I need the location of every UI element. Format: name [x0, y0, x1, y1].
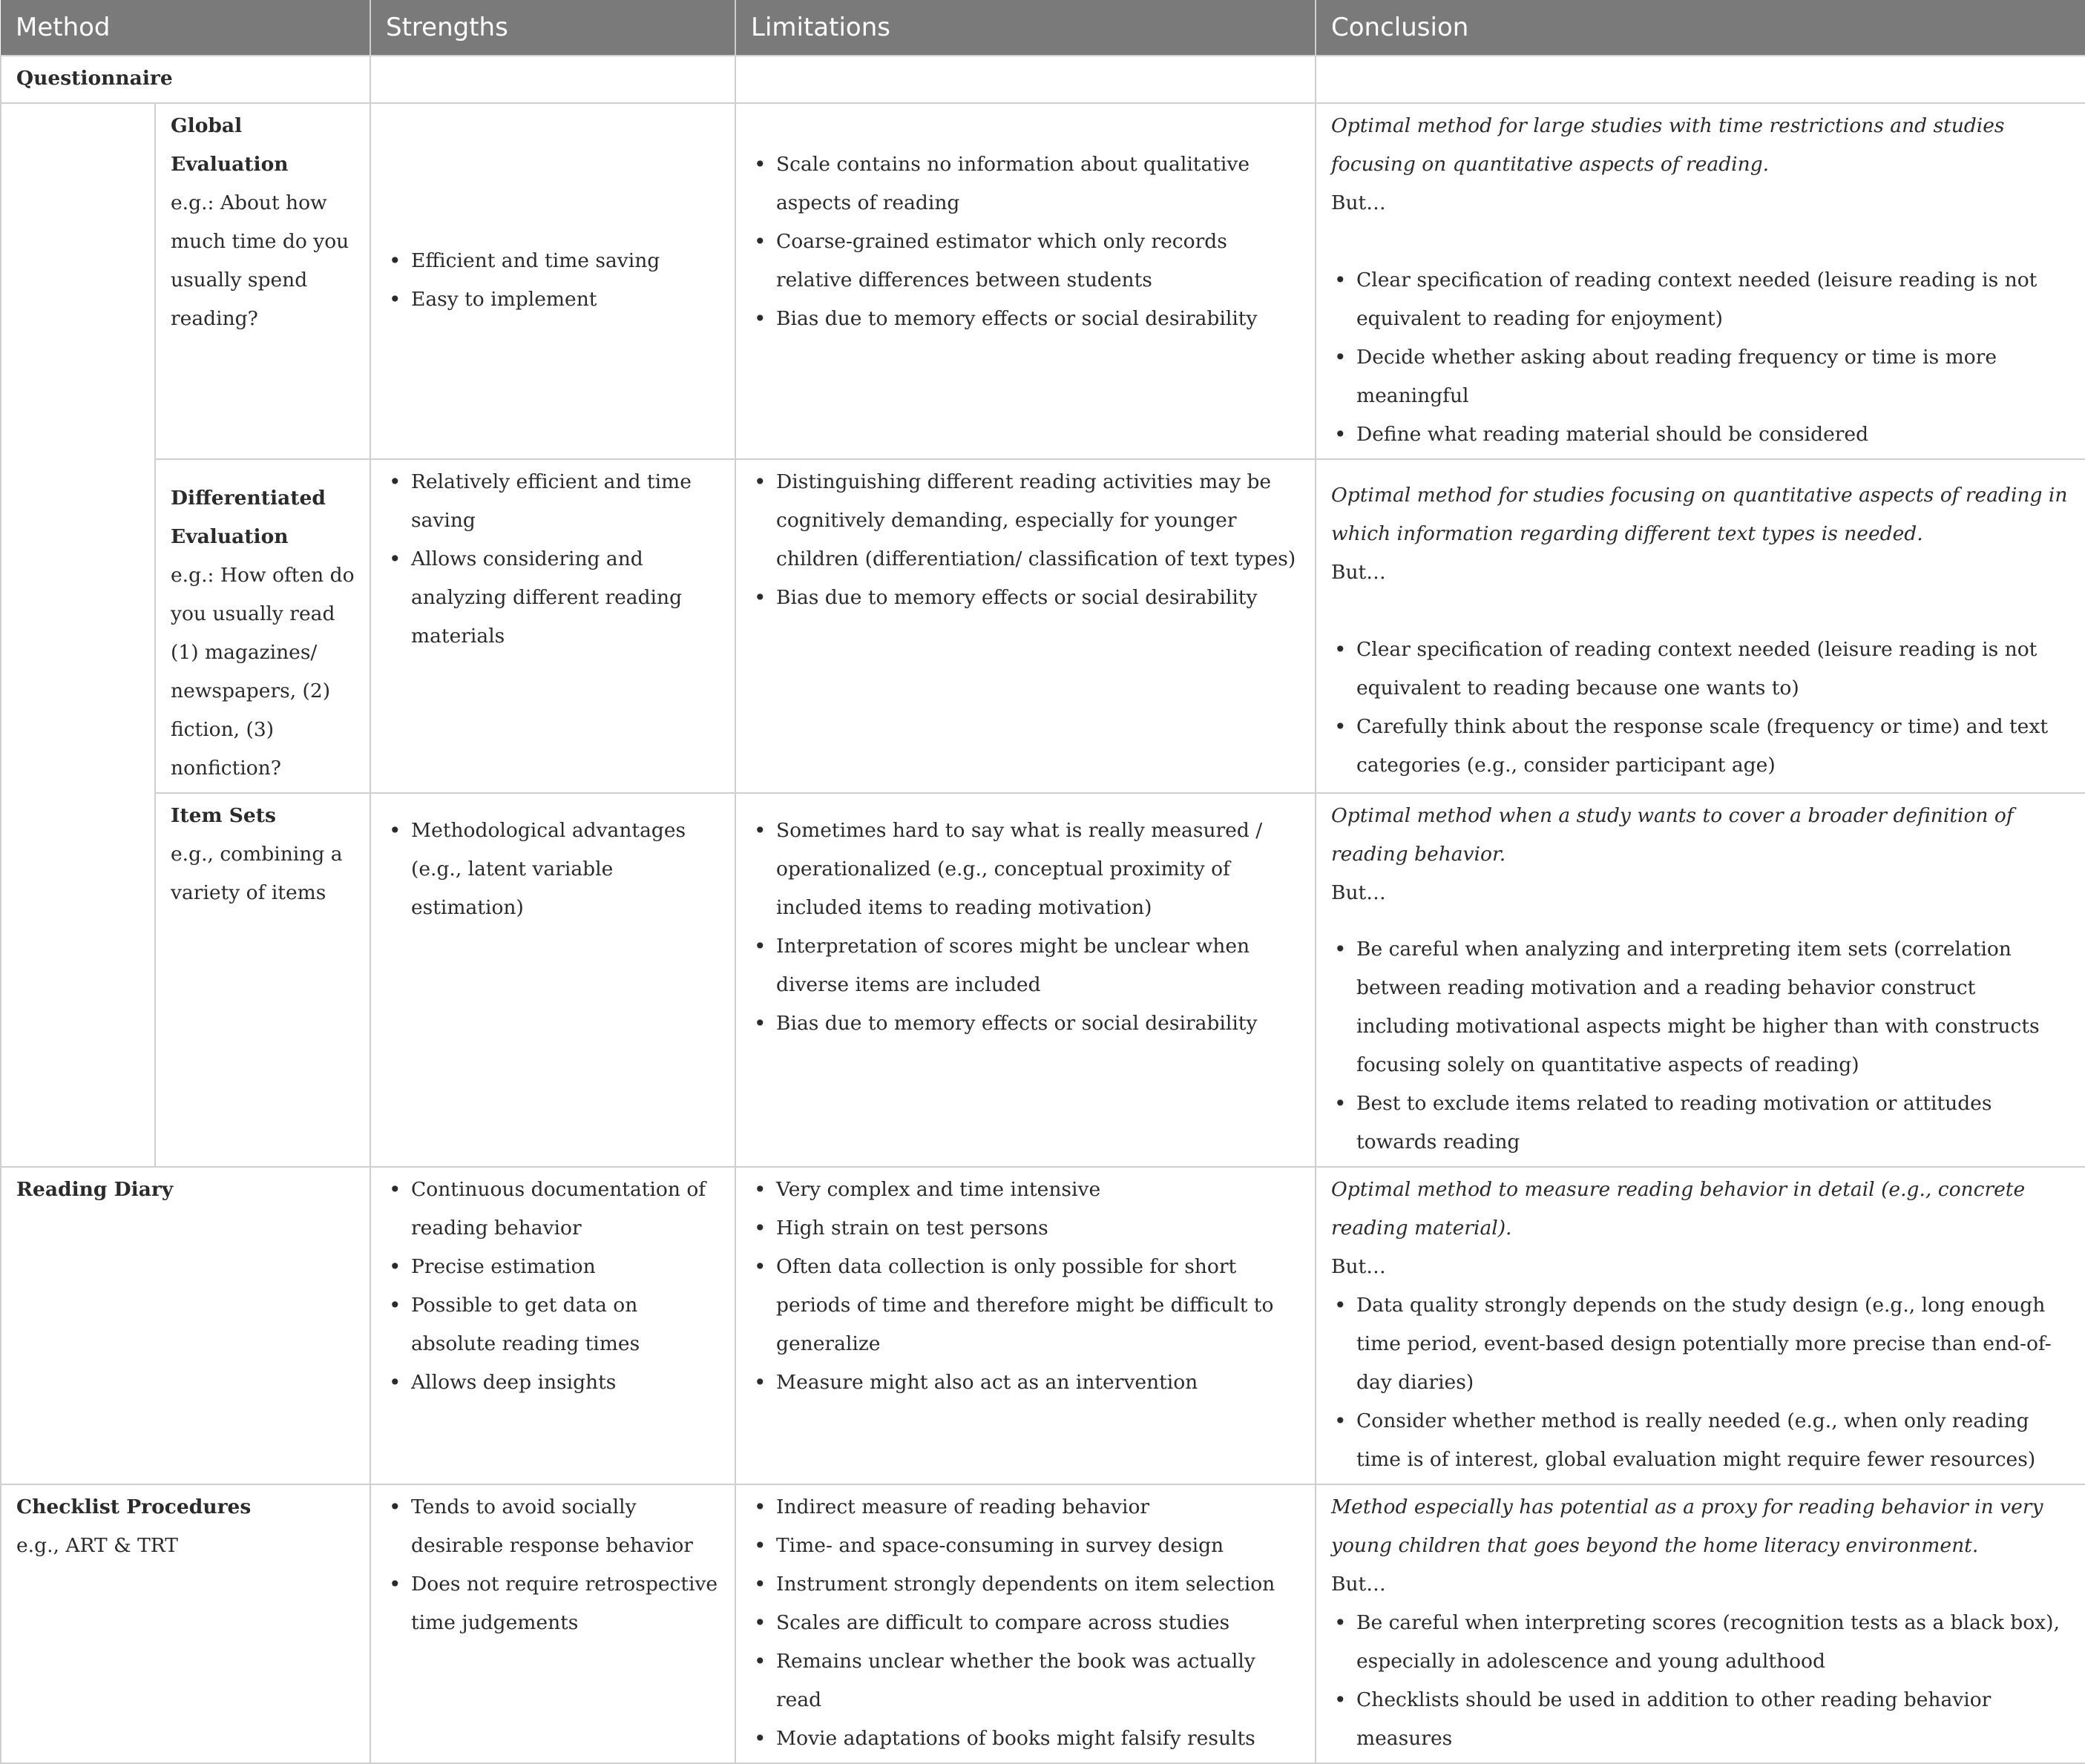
group-label-questionnaire: Questionnaire: [1, 56, 370, 103]
list-item: • Define what reading material should be considered: [1331, 415, 2070, 454]
strengths-list: [386, 242, 720, 319]
list-item: • Carefully think about the response scale (frequency or time) and text categories (e.g., consider participant age): [1331, 708, 2070, 785]
conclusion-list: [1331, 631, 2070, 785]
list-item: • Methodological advantages (e.g., latent variable estimation): [386, 812, 720, 927]
header-conclusion: Conclusion: [1316, 0, 2085, 56]
conclusion-list: [1331, 1604, 2070, 1758]
table-row: [1, 56, 2085, 103]
method-title: Global Evaluation: [171, 114, 289, 176]
method-title: Checklist Procedures: [16, 1495, 252, 1518]
list-item: • High strain on test persons: [751, 1209, 1300, 1248]
list-item: • Bias due to memory effects or social desirability: [751, 579, 1300, 617]
table-row: [1, 459, 2085, 793]
list-item: • Bias due to memory effects or social desirability: [751, 1004, 1300, 1043]
list-item: • Scales are difficult to compare across studies: [751, 1604, 1300, 1642]
list-item: • Time- and space-consuming in survey design: [751, 1527, 1300, 1565]
strengths-cell: [370, 1484, 735, 1763]
conclusion-intro: Optimal method to measure reading behavior in detail (e.g., concrete reading material).: [1331, 1178, 2026, 1240]
conclusion-cell: [1316, 1484, 2085, 1763]
strengths-list: [386, 463, 720, 656]
header-strengths: Strengths: [370, 0, 735, 56]
method-cell: [155, 103, 370, 459]
conclusion-intro: Optimal method when a study wants to cover a broader definition of reading behavior.: [1331, 804, 2014, 866]
questionnaire-indent-cell: [1, 103, 155, 1167]
conclusion-cell: [1316, 793, 2085, 1167]
limitations-list: [751, 145, 1300, 338]
list-item: • Efficient and time saving: [386, 242, 720, 280]
list-item: • Movie adaptations of books might falsify results: [751, 1719, 1300, 1758]
limitations-cell: [735, 103, 1316, 459]
conclusion-list: [1331, 261, 2070, 454]
method-cell: [155, 793, 370, 1167]
conclusion-but: But…: [1331, 1255, 1386, 1278]
conclusion-cell: [1316, 103, 2085, 459]
strengths-list: [386, 1171, 720, 1402]
conclusion-cell: [1316, 1167, 2085, 1484]
list-item: • Scale contains no information about qualitative aspects of reading: [751, 145, 1300, 223]
list-item: • Checklists should be used in addition to other reading behavior measures: [1331, 1681, 2070, 1758]
method-cell: [1, 1167, 370, 1484]
conclusion-list: [1331, 1286, 2070, 1479]
list-item: • Possible to get data on absolute reading times: [386, 1286, 720, 1363]
method-title: Differentiated Evaluation: [171, 487, 326, 548]
table-row: [1, 103, 2085, 459]
list-item: • Easy to implement: [386, 280, 720, 319]
list-item: • Best to exclude items related to reading motivation or attitudes towards reading: [1331, 1085, 2070, 1162]
conclusion-list: [1331, 930, 2070, 1162]
strengths-cell: [370, 103, 735, 459]
method-title: Item Sets: [171, 804, 276, 827]
method-title: Reading Diary: [16, 1178, 174, 1201]
table-row: [1, 1167, 2085, 1484]
list-item: • Coarse-grained estimator which only records relative differences between students: [751, 223, 1300, 300]
limitations-list: [751, 812, 1300, 1043]
strengths-list: [386, 1488, 720, 1642]
conclusion-but: But…: [1331, 881, 1386, 904]
list-item: • Often data collection is only possible for short periods of time and therefore might be difficult to generalize: [751, 1248, 1300, 1363]
table-row: [1, 793, 2085, 1167]
list-item: • Allows deep insights: [386, 1363, 720, 1402]
method-example: e.g., ART & TRT: [16, 1534, 178, 1557]
list-item: • Continuous documentation of reading behavior: [386, 1171, 720, 1248]
conclusion-cell: [1316, 459, 2085, 793]
list-item: • Instrument strongly dependents on item selection: [751, 1565, 1300, 1604]
list-item: • Measure might also act as an intervention: [751, 1363, 1300, 1402]
list-item: • Decide whether asking about reading frequency or time is more meaningful: [1331, 338, 2070, 415]
list-item: • Bias due to memory effects or social desirability: [751, 300, 1300, 338]
list-item: • Does not require retrospective time judgements: [386, 1565, 720, 1642]
list-item: • Sometimes hard to say what is really measured / operationalized (e.g., conceptual proximity of included items to reading motivation): [751, 812, 1300, 927]
limitations-cell: [735, 1484, 1316, 1763]
strengths-cell: [370, 459, 735, 793]
conclusion-intro: Optimal method for studies focusing on quantitative aspects of reading in which information regarding different text types is needed.: [1331, 484, 2068, 545]
conclusion-but: But…: [1331, 1573, 1386, 1596]
list-item: • Tends to avoid socially desirable response behavior: [386, 1488, 720, 1565]
method-example: e.g.: How often do you usually read (1) magazines/ newspapers, (2) fiction, (3) nonfiction?: [171, 564, 355, 780]
limitations-cell: [735, 459, 1316, 793]
list-item: • Clear specification of reading context needed (leisure reading is not equivalent to reading because one wants to): [1331, 631, 2070, 708]
list-item: • Be careful when analyzing and interpreting item sets (correlation between reading motivation and a reading behavior construct including motivational aspects might be higher than with constructs focusing solely on quantitative aspects of reading): [1331, 930, 2070, 1085]
method-example: e.g.: About how much time do you usually spend reading?: [171, 191, 349, 330]
list-item: • Data quality strongly depends on the study design (e.g., long enough time period, event-based design potentially more precise than end-of-day diaries): [1331, 1286, 2070, 1402]
limitations-cell: [735, 793, 1316, 1167]
limitations-list: [751, 463, 1300, 617]
method-cell: [155, 459, 370, 793]
list-item: • Precise estimation: [386, 1248, 720, 1286]
list-item: • Allows considering and analyzing different reading materials: [386, 540, 720, 656]
limitations-cell: [735, 1167, 1316, 1484]
header-method: Method: [1, 0, 370, 56]
table-row: [1, 1484, 2085, 1763]
limitations-list: [751, 1488, 1300, 1758]
strengths-list: [386, 812, 720, 927]
table-header-row: [1, 0, 2085, 56]
header-limitations: Limitations: [735, 0, 1316, 56]
limitations-list: [751, 1171, 1300, 1402]
list-item: • Relatively efficient and time saving: [386, 463, 720, 540]
conclusion-but: But…: [1331, 191, 1386, 214]
method-example: e.g., combining a variety of items: [171, 843, 343, 904]
conclusion-but: But…: [1331, 561, 1386, 584]
method-cell: [1, 1484, 370, 1763]
list-item: • Very complex and time intensive: [751, 1171, 1300, 1209]
strengths-cell: [370, 1167, 735, 1484]
list-item: • Be careful when interpreting scores (recognition tests as a black box), especially in adolescence and young adulthood: [1331, 1604, 2070, 1681]
list-item: • Remains unclear whether the book was actually read: [751, 1642, 1300, 1719]
list-item: • Consider whether method is really needed (e.g., when only reading time is of interest, global evaluation might require fewer resources): [1331, 1402, 2070, 1479]
strengths-cell: [370, 793, 735, 1167]
conclusion-intro: Method especially has potential as a proxy for reading behavior in very young children that goes beyond the home literacy environment.: [1331, 1495, 2043, 1557]
list-item: • Interpretation of scores might be unclear when diverse items are included: [751, 927, 1300, 1004]
conclusion-intro: Optimal method for large studies with time restrictions and studies focusing on quantitative aspects of reading.: [1331, 114, 2005, 176]
list-item: • Distinguishing different reading activities may be cognitively demanding, especially for younger children (differentiation/ classification of text types): [751, 463, 1300, 579]
list-item: • Indirect measure of reading behavior: [751, 1488, 1300, 1527]
list-item: • Clear specification of reading context needed (leisure reading is not equivalent to reading for enjoyment): [1331, 261, 2070, 338]
